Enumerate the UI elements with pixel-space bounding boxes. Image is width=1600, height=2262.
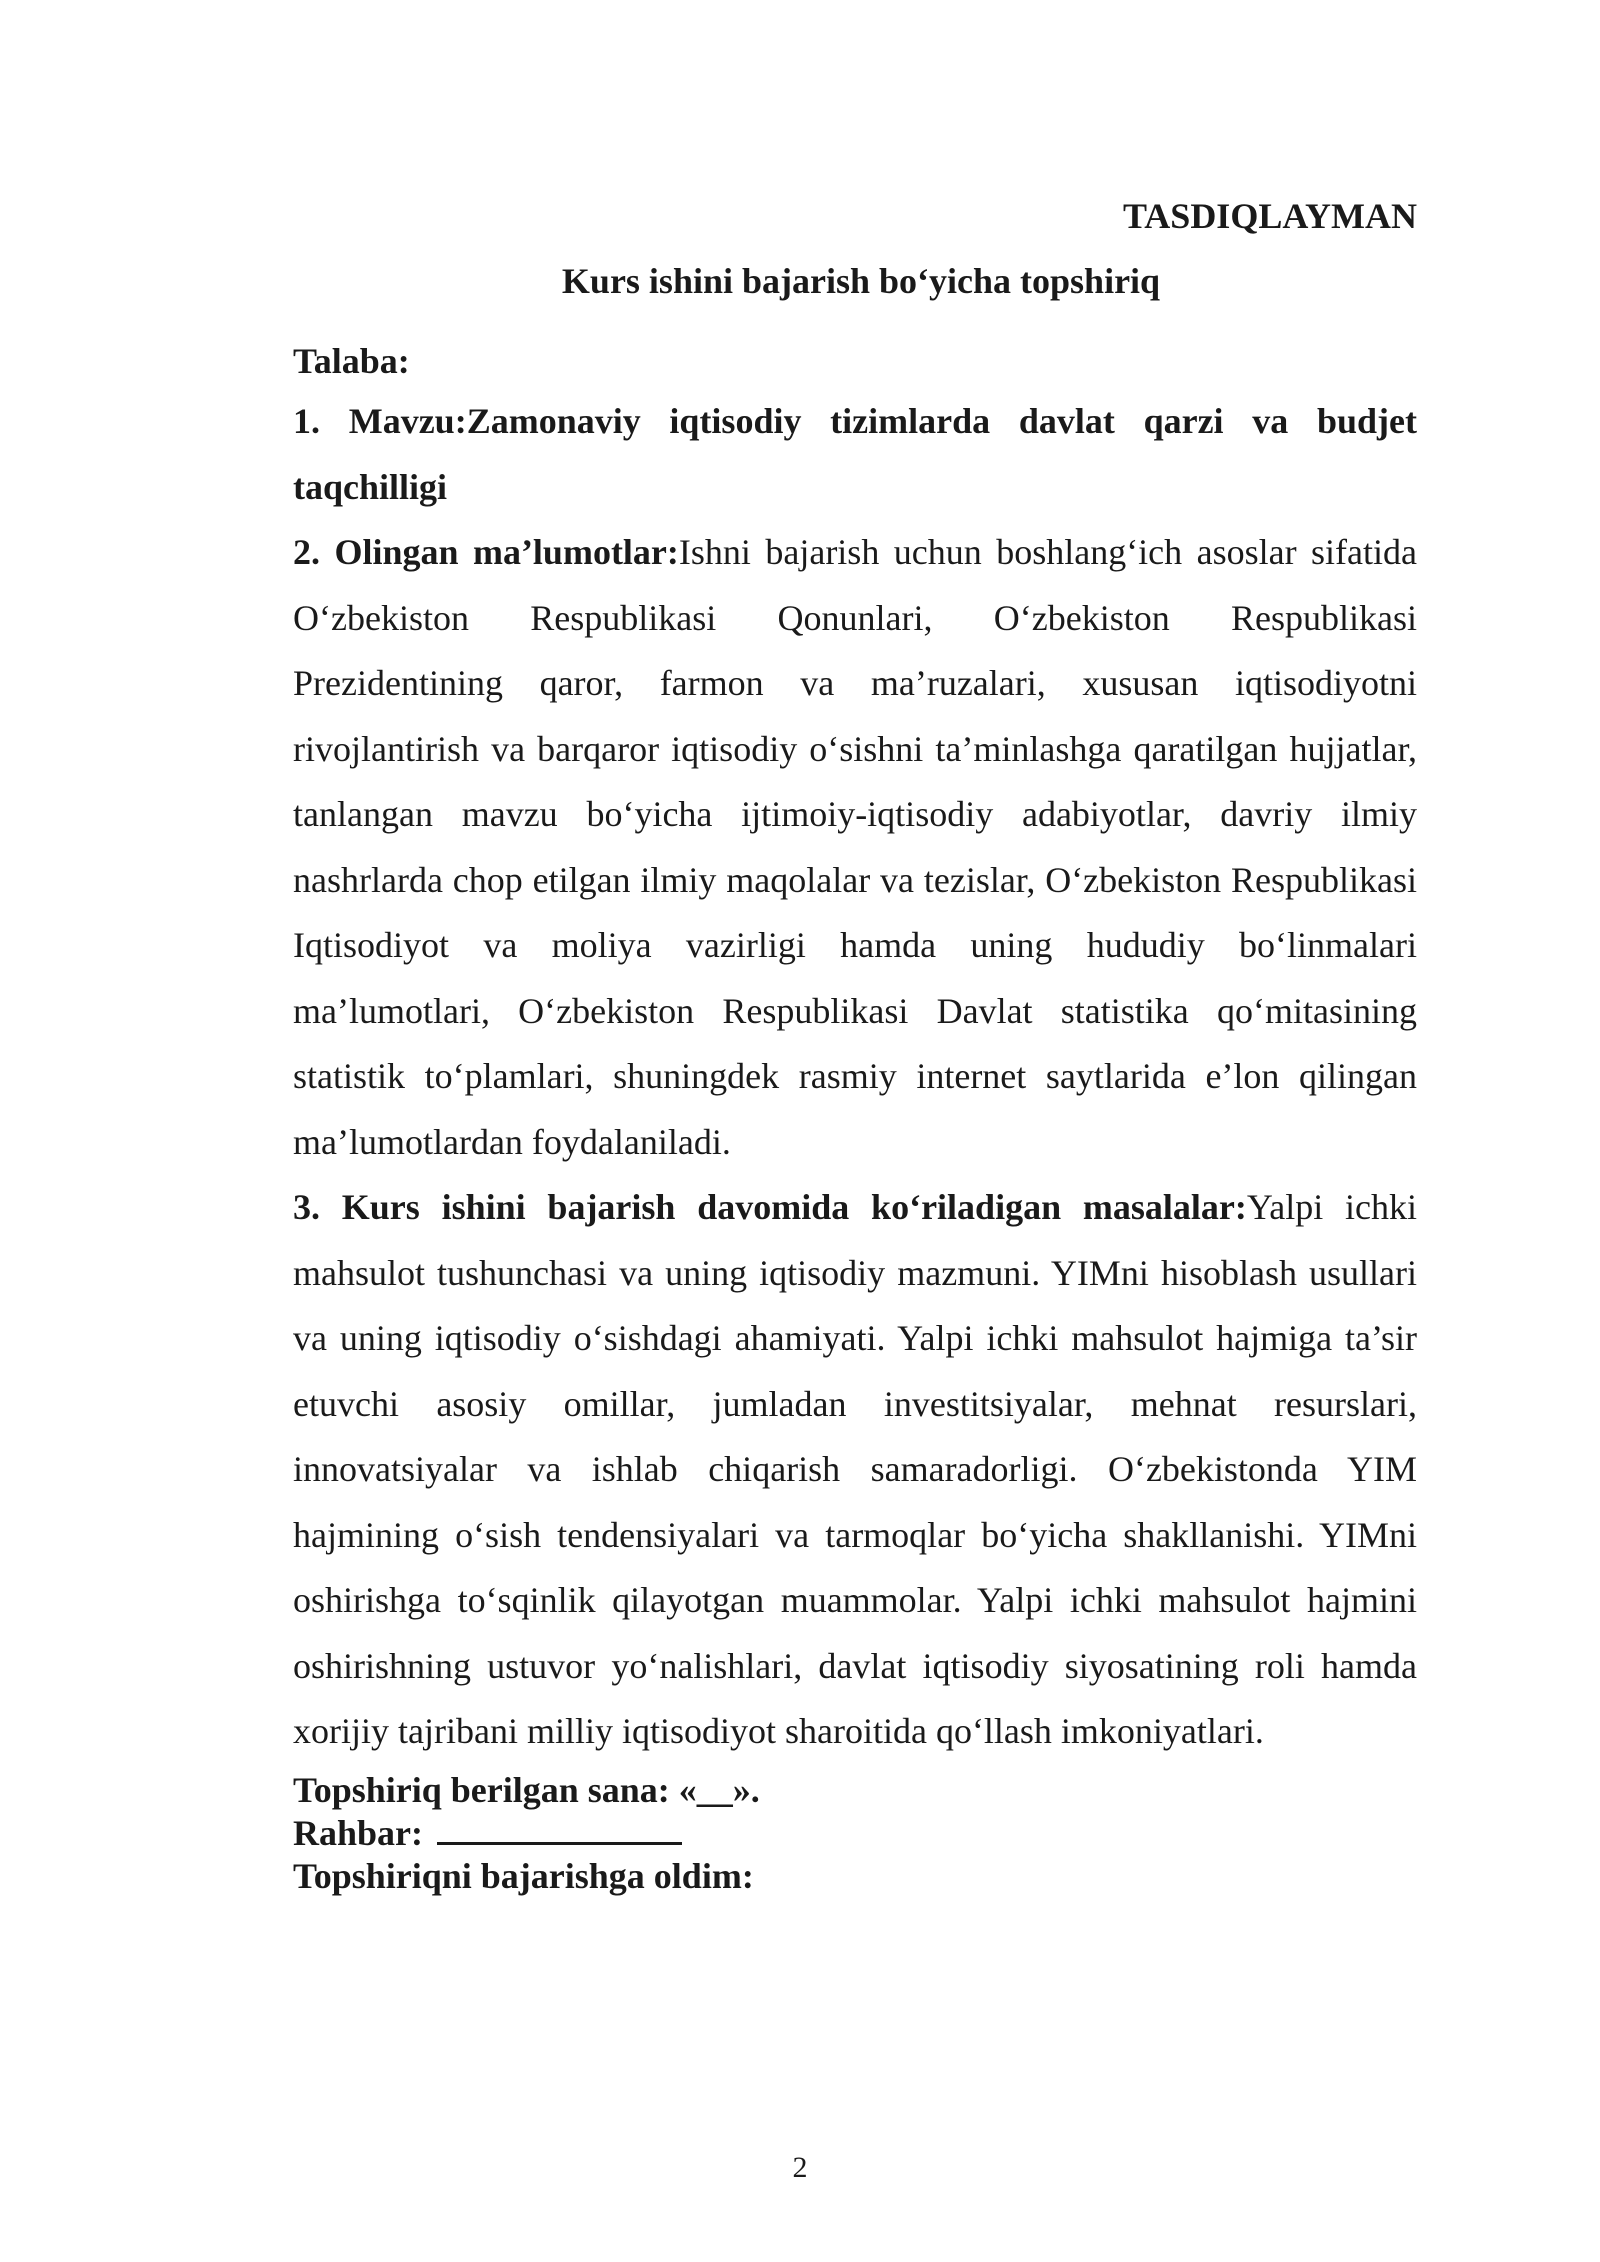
approval-heading: TASDIQLAYMAN	[1122, 196, 1417, 236]
assignment-date-line: Topshiriq berilgan sana: «__».	[293, 1769, 760, 1810]
document-body	[293, 190, 1417, 1898]
section-issues-heading: 3. Kurs ishini bajarish davomida ko‘riladigan masalalar:	[293, 1187, 1247, 1227]
section-received-data-heading: 2. Olingan ma’lumotlar:	[293, 532, 679, 572]
section-topic-heading: 1. Mavzu:	[293, 401, 467, 441]
student-label: Talaba:	[293, 341, 410, 381]
section-issues	[293, 1175, 1417, 1765]
supervisor-signature-blank	[437, 1812, 682, 1845]
page-number: 2	[792, 2151, 808, 2184]
supervisor-label: Rahbar:	[293, 1812, 424, 1853]
section-received-data	[293, 520, 1417, 1175]
supervisor-line	[293, 1812, 1417, 1855]
section-issues-text: Yalpi ichki mahsulot tushunchasi va uning iqtisodiy mazmuni. YIMni hisoblash usullari va uning iqtisodiy o‘sishdagi ahamiyati. Yalpi ichki mahsulot hajmiga ta’sir etuvchi asosiy omillar, jumladan investitsiyalar, mehnat resurslari, innovatsiyalar va ishlab chiqarish samaradorligi. O‘zbekistonda YIM hajmining o‘sish tendensiyalari va tarmoqlar bo‘yicha shakllanishi. YIMni oshirishga to‘sqinlik qilayotgan muammolar. Yalpi ichki mahsulot hajmini oshirishning ustuvor yo‘nalishlari, davlat iqtisodiy siyosatining roli hamda xorijiy tajribani milliy iqtisodiyot sharoitida qo‘llash imkoniyatlari.	[293, 1187, 1418, 1751]
section-received-data-text: Ishni bajarish uchun boshlang‘ich asoslar sifatida O‘zbekiston Respublikasi Qonunlari, O‘zbekiston Respublikasi Prezidentining qaror, farmon va ma’ruzalari, xususan iqtisodiyotni rivojlantirish va barqaror iqtisodiy o‘sishni ta’minlashga qaratilgan hujjatlar, tanlangan mavzu bo‘yicha ijtimoiy-iqtisodiy adabiyotlar, davriy ilmiy nashrlarda chop etilgan ilmiy maqolalar va tezislar, O‘zbekiston Respublikasi Iqtisodiyot va moliya vazirligi hamda uning hududiy bo‘linmalari ma’lumotlari, O‘zbekiston Respublikasi Davlat statistika qo‘mitasining statistik to‘plamlari, shuningdek rasmiy internet saytlarida e’lon qilingan ma’lumotlardan foydalaniladi.	[293, 532, 1417, 1162]
section-topic-text: Zamonaviy iqtisodiy tizimlarda davlat qarzi va budjet taqchilligi	[293, 401, 1418, 507]
section-topic	[293, 389, 1417, 520]
accepted-line: Topshiriqni bajarishga oldim:	[293, 1855, 754, 1896]
document-title: Kurs ishini bajarish bo‘yicha topshiriq	[561, 261, 1161, 301]
signature-block	[293, 1769, 1417, 1898]
